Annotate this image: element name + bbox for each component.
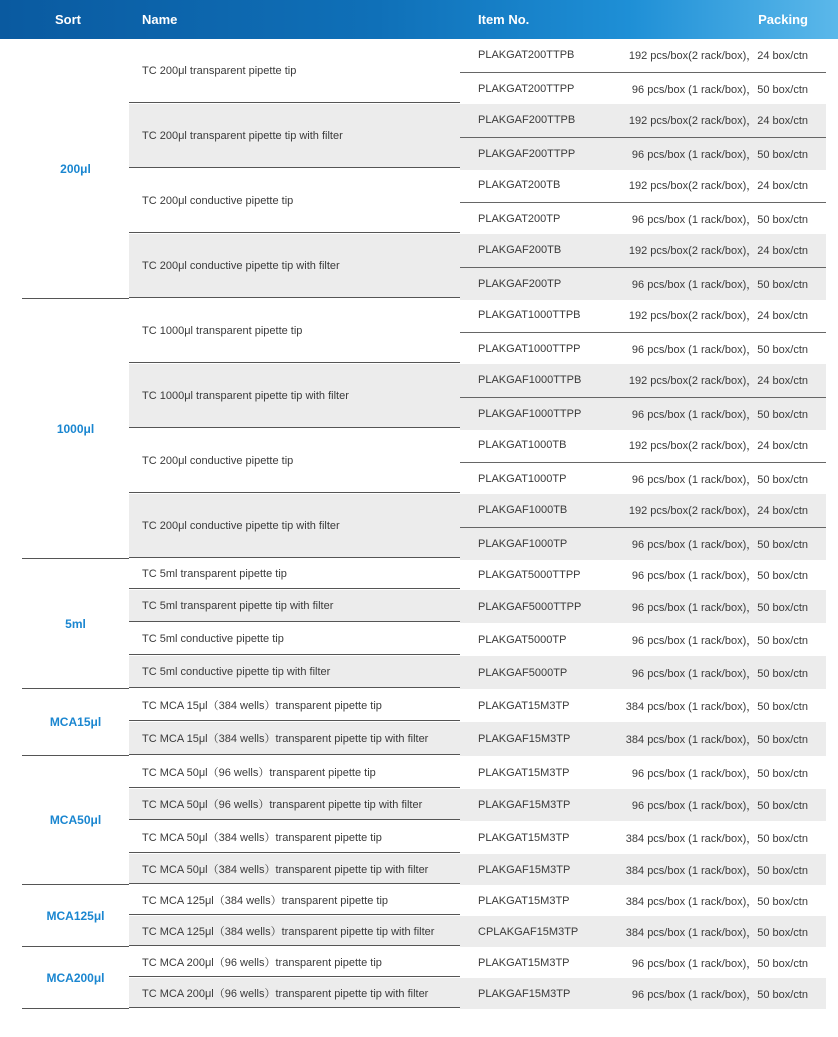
packing-value: 384 pcs/box (1 rack/box)，50 box/ctn [625, 864, 808, 877]
product-name: TC 5ml transparent pipette tip with filter [129, 590, 460, 622]
packing-value: 192 pcs/box(2 rack/box)，24 box/ctn [628, 50, 808, 63]
packing-value: 96 pcs/box (1 rack/box)，50 box/ctn [631, 538, 808, 551]
packing-value: 96 pcs/box (1 rack/box)，50 box/ctn [631, 601, 808, 614]
packing-value: 192 pcs/box(2 rack/box)，24 box/ctn [628, 505, 808, 518]
item-number: PLAKGAT1000TP [478, 472, 567, 485]
item-number: PLAKGAF15M3TP [478, 863, 571, 876]
item-number: PLAKGAT15M3TP [478, 956, 570, 969]
item-number: PLAKGAF1000TP [478, 537, 568, 550]
header-item-no: Item No. [478, 12, 530, 27]
packing-value: 96 pcs/box (1 rack/box)，50 box/ctn [631, 213, 808, 226]
sort-category: MCA15μl [22, 689, 129, 756]
product-name: TC 5ml conductive pipette tip [129, 623, 460, 655]
packing-value: 96 pcs/box (1 rack/box)，50 box/ctn [631, 569, 808, 582]
product-name: TC MCA 15μl（384 wells）transparent pipette tip [129, 689, 460, 721]
item-number: PLAKGAT1000TB [478, 439, 567, 452]
product-name: TC 200μl transparent pipette tip with filter [129, 104, 460, 168]
packing-value: 96 pcs/box (1 rack/box)，50 box/ctn [631, 148, 808, 161]
packing-value: 96 pcs/box (1 rack/box)，50 box/ctn [631, 408, 808, 421]
packing-value: 96 pcs/box (1 rack/box)，50 box/ctn [631, 278, 808, 291]
header-packing: Packing [758, 12, 808, 27]
table-row [460, 429, 826, 462]
table-row [460, 623, 826, 656]
packing-value: 96 pcs/box (1 rack/box)，50 box/ctn [631, 634, 808, 647]
product-name: TC 1000μl transparent pipette tip [129, 299, 460, 363]
packing-value: 192 pcs/box(2 rack/box)，24 box/ctn [628, 245, 808, 258]
item-number: PLAKGAF200TTPP [478, 147, 576, 160]
packing-value: 96 pcs/box (1 rack/box)，50 box/ctn [631, 667, 808, 680]
table-row [460, 202, 826, 236]
item-number: PLAKGAF5000TP [478, 666, 568, 679]
table-row [460, 397, 826, 431]
packing-value: 192 pcs/box(2 rack/box)，24 box/ctn [628, 310, 808, 323]
product-name: TC MCA 200μl（96 wells）transparent pipette tip with filter [129, 978, 460, 1008]
item-number: PLAKGAT200TP [478, 212, 561, 225]
product-name: TC 200μl transparent pipette tip [129, 39, 460, 103]
table-row [460, 978, 826, 1009]
table-row [460, 854, 826, 885]
table-row [460, 590, 826, 623]
item-number: PLAKGAT15M3TP [478, 894, 570, 907]
product-name: TC MCA 50μl（96 wells）transparent pipette tip [129, 756, 460, 788]
packing-value: 96 pcs/box (1 rack/box)，50 box/ctn [631, 473, 808, 486]
table-row [460, 559, 826, 590]
product-name: TC 200μl conductive pipette tip with filter [129, 494, 460, 558]
item-number: PLAKGAF5000TTPP [478, 600, 582, 613]
packing-value: 192 pcs/box(2 rack/box)，24 box/ctn [628, 375, 808, 388]
packing-value: 384 pcs/box (1 rack/box)，50 box/ctn [625, 700, 808, 713]
packing-value: 192 pcs/box(2 rack/box)，24 box/ctn [628, 115, 808, 128]
table-row [460, 527, 826, 561]
item-number: PLAKGAF200TP [478, 277, 562, 290]
product-name: TC MCA 125μl（384 wells）transparent pipette tip [129, 885, 460, 915]
product-name: TC MCA 50μl（384 wells）transparent pipette tip with filter [129, 854, 460, 884]
packing-value: 96 pcs/box (1 rack/box)，50 box/ctn [631, 957, 808, 970]
packing-value: 384 pcs/box (1 rack/box)，50 box/ctn [625, 926, 808, 939]
packing-value: 96 pcs/box (1 rack/box)，50 box/ctn [631, 343, 808, 356]
item-number: PLAKGAF200TB [478, 244, 562, 257]
item-number: PLAKGAT1000TTPB [478, 309, 581, 322]
table-row [460, 234, 826, 267]
item-number: PLAKGAF15M3TP [478, 987, 571, 1000]
header-sort: Sort [55, 12, 81, 27]
table-row [460, 494, 826, 527]
packing-value: 384 pcs/box (1 rack/box)，50 box/ctn [625, 734, 808, 746]
table-row [460, 789, 826, 821]
table-row [460, 885, 826, 916]
header-name: Name [142, 12, 178, 27]
item-number: PLAKGAF1000TTPB [478, 374, 582, 387]
item-number: PLAKGAF15M3TP [478, 799, 571, 811]
sort-category: 1000μl [22, 299, 129, 559]
item-number: PLAKGAT15M3TP [478, 699, 570, 712]
item-number: PLAKGAT15M3TP [478, 766, 570, 779]
product-name: TC MCA 50μl（384 wells）transparent pipette tip [129, 821, 460, 853]
product-name: TC MCA 200μl（96 wells）transparent pipette tip [129, 947, 460, 977]
packing-value: 96 pcs/box (1 rack/box)，50 box/ctn [631, 988, 808, 1001]
item-number: PLAKGAT200TB [478, 179, 561, 192]
table-header [0, 0, 838, 39]
table-row [460, 916, 826, 947]
product-name: TC 5ml transparent pipette tip [129, 559, 460, 589]
packing-value: 192 pcs/box(2 rack/box)，24 box/ctn [628, 180, 808, 193]
item-number: PLAKGAF15M3TP [478, 733, 571, 745]
table-row [460, 169, 826, 202]
table-row [460, 39, 826, 72]
table-row [460, 299, 826, 332]
table-row [460, 462, 826, 496]
table-row [460, 947, 826, 978]
packing-value: 192 pcs/box(2 rack/box)，24 box/ctn [628, 440, 808, 453]
sort-category: 5ml [22, 559, 129, 689]
product-name: TC 1000μl transparent pipette tip with filter [129, 364, 460, 428]
packing-value: 96 pcs/box (1 rack/box)，50 box/ctn [631, 83, 808, 96]
item-number: CPLAKGAF15M3TP [478, 925, 579, 938]
item-number: PLAKGAF200TTPB [478, 114, 576, 127]
product-name: TC MCA 50μl（96 wells）transparent pipette tip with filter [129, 789, 460, 820]
packing-value: 96 pcs/box (1 rack/box)，50 box/ctn [631, 800, 808, 812]
item-number: PLAKGAT200TTPB [478, 49, 575, 62]
item-number: PLAKGAT5000TP [478, 633, 567, 646]
table-row [460, 689, 826, 722]
product-name: TC 5ml conductive pipette tip with filter [129, 656, 460, 688]
sort-category: MCA200μl [22, 947, 129, 1009]
table-row [460, 332, 826, 366]
product-name: TC 200μl conductive pipette tip [129, 429, 460, 493]
item-number: PLAKGAT5000TTPP [478, 568, 581, 581]
table-row [460, 656, 826, 689]
product-name: TC 200μl conductive pipette tip with filter [129, 234, 460, 298]
item-number: PLAKGAT200TTPP [478, 82, 575, 95]
packing-value: 384 pcs/box (1 rack/box)，50 box/ctn [625, 895, 808, 908]
item-number: PLAKGAT1000TTPP [478, 342, 581, 355]
table-row [460, 104, 826, 137]
table-row [460, 821, 826, 854]
table-row [460, 267, 826, 301]
sort-category: MCA50μl [22, 756, 129, 885]
packing-value: 96 pcs/box (1 rack/box)，50 box/ctn [631, 767, 808, 780]
product-name: TC 200μl conductive pipette tip [129, 169, 460, 233]
sort-category: 200μl [22, 39, 129, 299]
table-row [460, 72, 826, 106]
product-name: TC MCA 15μl（384 wells）transparent pipette tip with filter [129, 722, 460, 755]
table-row [460, 722, 826, 756]
table-row [460, 364, 826, 397]
product-name: TC MCA 125μl（384 wells）transparent pipette tip with filter [129, 916, 460, 946]
table-row [460, 137, 826, 171]
table-row [460, 756, 826, 789]
packing-value: 384 pcs/box (1 rack/box)，50 box/ctn [625, 832, 808, 845]
item-number: PLAKGAF1000TTPP [478, 407, 582, 420]
item-number: PLAKGAT15M3TP [478, 831, 570, 844]
item-number: PLAKGAF1000TB [478, 504, 568, 517]
sort-category: MCA125μl [22, 885, 129, 947]
